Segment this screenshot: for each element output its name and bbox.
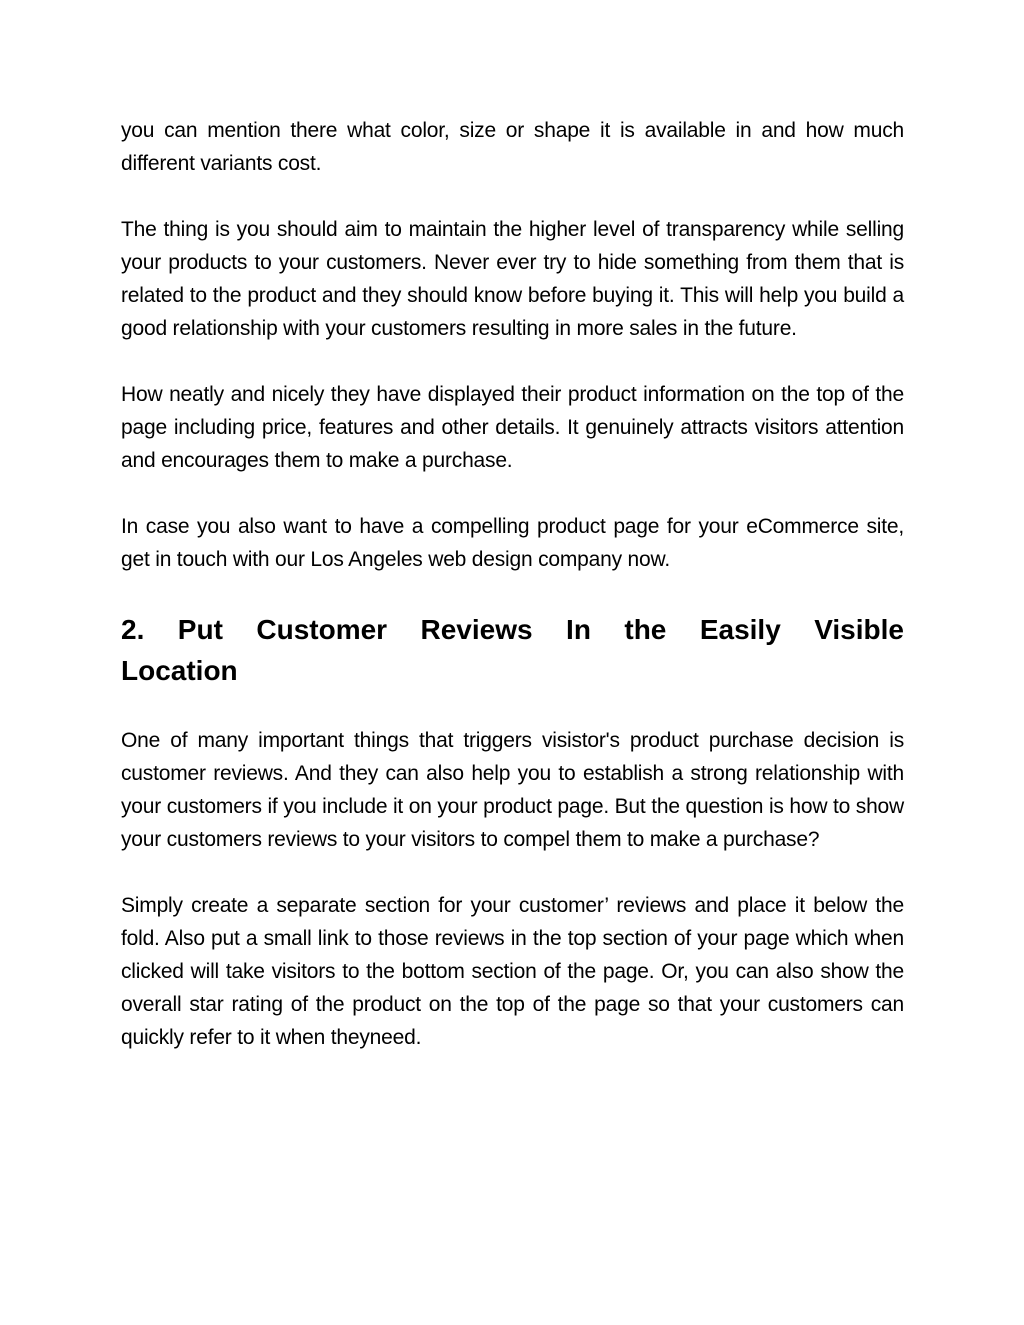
paragraph-customer-reviews: One of many important things that triggers visistor's product purchase decision is customer reviews. And they can also help you to establish a strong relationship with your customers if you include it on your product page. But the question is how to show your customers reviews to your visitors to compel them to make a purchase? bbox=[121, 729, 904, 851]
paragraph-variants: you can mention there what color, size or shape it is available in and how much different variants cost. bbox=[121, 119, 904, 175]
paragraph-contact: In case you also want to have a compelling product page for your eCommerce site, get in touch with our Los Angeles web design company now. bbox=[121, 515, 904, 571]
document-page bbox=[121, 114, 904, 1087]
paragraph-product-info: How neatly and nicely they have displayed their product information on the top of the page including price, features and other details. It genuinely attracts visitors attention and encourages them to make a purchase. bbox=[121, 383, 904, 472]
section-heading: 2. Put Customer Reviews In the Easily Visible Location bbox=[121, 614, 904, 686]
paragraph-review-section: Simply create a separate section for your customer’ reviews and place it below the fold. Also put a small link to those reviews in the top section of your page which when clicked will take visitors to the bottom section of the page. Or, you can also show the overall star rating of the product on the top of the page so that your customers can quickly refer to it when theyneed. bbox=[121, 894, 904, 1049]
paragraph-transparency: The thing is you should aim to maintain the higher level of transparency while selling your products to your customers. Never ever try to hide something from them that is related to the product and they should know before buying it. This will help you build a good relationship with your customers resulting in more sales in the future. bbox=[121, 218, 904, 340]
